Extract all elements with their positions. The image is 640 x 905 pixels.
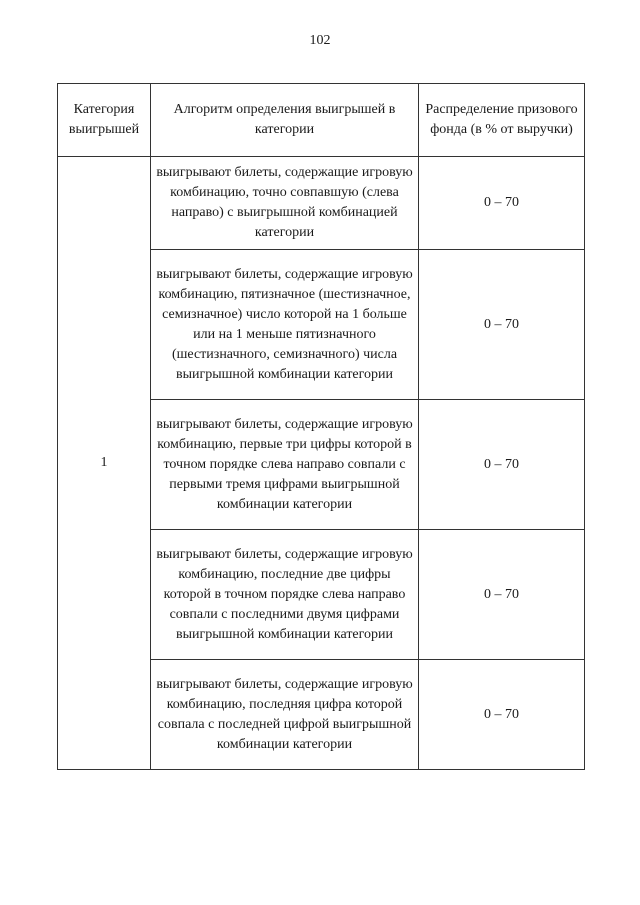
- algorithm-cell: выигрывают билеты, содержащие игровую комбинацию, точно совпавшую (слева направо) с выигрышной комбинацией категории: [151, 157, 419, 250]
- header-category: Категория выигрышей: [58, 84, 151, 157]
- table-header-row: [58, 84, 585, 157]
- distribution-cell: 0 – 70: [419, 157, 585, 250]
- header-algorithm: Алгоритм определения выигрышей в категории: [151, 84, 419, 157]
- distribution-cell: 0 – 70: [419, 400, 585, 530]
- algorithm-cell: выигрывают билеты, содержащие игровую комбинацию, последняя цифра которой совпала с последней цифрой выигрышной комбинации категории: [151, 660, 419, 770]
- distribution-cell: 0 – 70: [419, 250, 585, 400]
- algorithm-cell: выигрывают билеты, содержащие игровую комбинацию, первые три цифры которой в точном порядке слева направо совпали с первыми тремя цифрами выигрышной комбинации категории: [151, 400, 419, 530]
- page-number: 102: [309, 33, 331, 48]
- prize-distribution-table: [57, 83, 585, 770]
- algorithm-cell: выигрывают билеты, содержащие игровую комбинацию, последние две цифры которой в точном порядке слева направо совпали с последними двумя цифрами выигрышной комбинации категории: [151, 530, 419, 660]
- header-distribution: Распределение призового фонда (в % от выручки): [419, 84, 585, 157]
- category-cell: 1: [58, 157, 151, 770]
- distribution-cell: 0 – 70: [419, 530, 585, 660]
- algorithm-cell: выигрывают билеты, содержащие игровую комбинацию, пятизначное (шестизначное, семизначное) число которой на 1 больше или на 1 меньше пятизначного (шестизначного, семизначного) числа выигрышной комбинации категории: [151, 250, 419, 400]
- distribution-cell: 0 – 70: [419, 660, 585, 770]
- table-row: [58, 157, 585, 250]
